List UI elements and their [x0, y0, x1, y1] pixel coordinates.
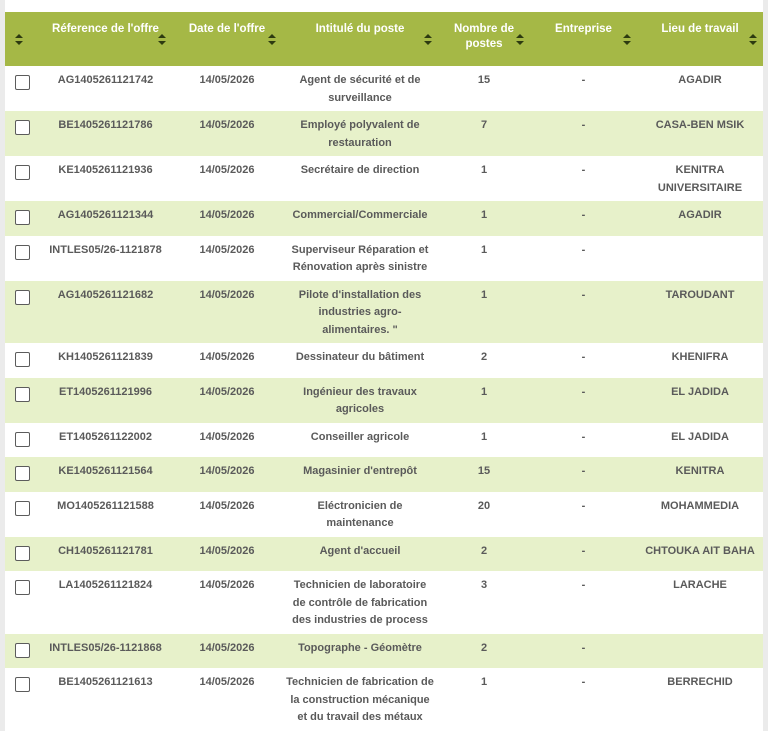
column-header-company[interactable] — [530, 12, 637, 66]
cell-ref: CH1405261121781 — [58, 544, 153, 557]
row-select-cell — [5, 423, 39, 458]
cell-location: TAROUDANT — [665, 288, 735, 301]
column-header-title[interactable] — [282, 12, 438, 66]
cell-company: - — [581, 465, 586, 477]
cell-count: 1 — [480, 430, 488, 443]
row-checkbox[interactable] — [15, 290, 30, 305]
cell-date: 14/05/2026 — [199, 209, 255, 221]
table-row — [5, 201, 763, 236]
cell-ref: ET1405261121996 — [59, 385, 152, 398]
cell-location: EL JADIDA — [671, 385, 729, 398]
cell-company: - — [581, 430, 586, 443]
row-checkbox[interactable] — [15, 387, 30, 402]
cell-title: Ingénieur des travaux agricoles — [303, 385, 417, 415]
cell-title: Agent d'accueil — [319, 544, 401, 557]
row-checkbox[interactable] — [15, 352, 30, 367]
cell-count: 1 — [480, 385, 488, 398]
table-body — [5, 66, 763, 731]
table-row — [5, 492, 763, 537]
cell-ref: KE1405261121564 — [58, 465, 153, 477]
cell-location: AGADIR — [678, 74, 722, 86]
cell-count: 1 — [480, 209, 488, 221]
row-checkbox[interactable] — [15, 245, 30, 260]
row-checkbox[interactable] — [15, 210, 30, 225]
cell-count: 20 — [477, 499, 491, 512]
cell-company: - — [581, 164, 586, 176]
cell-date: 14/05/2026 — [199, 579, 255, 591]
cell-date: 14/05/2026 — [199, 243, 255, 256]
cell-location: CHTOUKA AIT BAHA — [645, 544, 755, 557]
cell-date: 14/05/2026 — [199, 385, 255, 398]
sort-icon[interactable] — [15, 34, 23, 45]
cell-location: EL JADIDA — [671, 430, 729, 443]
cell-title: Topographe - Géomètre — [298, 641, 422, 654]
row-select-cell — [5, 492, 39, 537]
row-checkbox[interactable] — [15, 546, 30, 561]
cell-location: LARACHE — [673, 579, 727, 591]
column-header-ref[interactable] — [39, 12, 172, 66]
cell-location: KENITRA — [675, 465, 725, 477]
row-select-cell — [5, 111, 39, 156]
cell-ref: LA1405261121824 — [58, 579, 153, 591]
cell-location: CASA-BEN MSIK — [655, 119, 745, 131]
job-offers-table — [5, 12, 763, 731]
row-select-cell — [5, 537, 39, 572]
cell-title: Secrétaire de direction — [300, 164, 420, 176]
cell-location: AGADIR — [678, 209, 722, 221]
cell-title: Eléctronicien de maintenance — [317, 499, 403, 529]
sort-icon[interactable] — [158, 34, 166, 45]
table-header — [5, 12, 763, 66]
cell-title: Technicien de laboratoire de contrôle de fabrication des industries de process — [292, 579, 428, 626]
table-row — [5, 66, 763, 111]
column-header-date[interactable] — [172, 12, 282, 66]
cell-company: - — [581, 288, 586, 301]
cell-title: Technicien de fabrication de la construction mécanique et du travail des métaux — [286, 676, 434, 723]
header-row — [5, 12, 763, 66]
cell-title: Pilote d'installation des industries agro-alimentaires. " — [298, 288, 422, 336]
cell-date: 14/05/2026 — [199, 288, 255, 301]
cell-ref: INTLES05/26-1121878 — [49, 243, 162, 256]
cell-count: 3 — [480, 579, 488, 591]
cell-date: 14/05/2026 — [199, 544, 255, 557]
row-checkbox[interactable] — [15, 501, 30, 516]
cell-company: - — [581, 243, 586, 256]
cell-company: - — [581, 499, 586, 512]
column-header-date-label: Date de l'offre — [188, 23, 266, 35]
row-checkbox[interactable] — [15, 677, 30, 692]
cell-company: - — [581, 579, 586, 591]
column-header-title-label: Intitulé du poste — [315, 23, 405, 35]
row-select-cell — [5, 378, 39, 423]
cell-date: 14/05/2026 — [199, 119, 255, 131]
table-row — [5, 343, 763, 378]
row-checkbox[interactable] — [15, 75, 30, 90]
cell-title: Magasinier d'entrepôt — [303, 465, 417, 477]
cell-date: 14/05/2026 — [199, 641, 255, 654]
cell-count: 1 — [480, 288, 488, 301]
cell-count: 7 — [480, 119, 488, 131]
cell-title: Agent de sécurité et de surveillance — [299, 74, 421, 104]
row-select-cell — [5, 281, 39, 344]
cell-ref: KH1405261121839 — [58, 351, 153, 363]
column-header-location[interactable] — [637, 12, 763, 66]
cell-ref: AG1405261121344 — [57, 209, 154, 221]
cell-title: Superviseur Réparation et Rénovation après sinistre — [291, 243, 429, 273]
cell-count: 15 — [477, 74, 491, 86]
sort-icon[interactable] — [424, 34, 432, 45]
table-row — [5, 571, 763, 634]
table-row — [5, 281, 763, 344]
cell-ref: KE1405261121936 — [58, 164, 153, 176]
column-header-company-label: Entreprise — [555, 23, 612, 35]
cell-ref: AG1405261121742 — [57, 74, 154, 86]
row-checkbox[interactable] — [15, 466, 30, 481]
table-row — [5, 634, 763, 669]
job-offers-table-container — [5, 12, 763, 731]
cell-title: Dessinateur du bâtiment — [295, 351, 425, 363]
cell-ref: AG1405261121682 — [57, 288, 154, 301]
cell-date: 14/05/2026 — [199, 465, 255, 477]
cell-company: - — [581, 209, 586, 221]
select-column-header[interactable] — [5, 12, 39, 66]
row-select-cell — [5, 634, 39, 669]
cell-count: 1 — [480, 243, 488, 256]
column-header-ref-label: Réference de l'offre — [52, 23, 159, 35]
column-header-count[interactable] — [438, 12, 530, 66]
row-checkbox[interactable] — [15, 643, 30, 658]
table-row — [5, 537, 763, 572]
row-checkbox[interactable] — [15, 580, 30, 595]
cell-location: BERRECHID — [667, 676, 733, 688]
cell-date: 14/05/2026 — [199, 351, 255, 363]
cell-location: KENITRA UNIVERSITAIRE — [657, 164, 743, 194]
sort-icon[interactable] — [623, 34, 631, 45]
cell-date: 14/05/2026 — [199, 74, 255, 86]
row-select-cell — [5, 571, 39, 634]
cell-company: - — [581, 351, 586, 363]
table-row — [5, 668, 763, 731]
cell-count: 2 — [480, 351, 488, 363]
row-select-cell — [5, 201, 39, 236]
cell-ref: BE1405261121613 — [58, 676, 153, 688]
table-top-bar — [5, 0, 763, 12]
cell-location — [637, 634, 763, 669]
cell-ref: MO1405261121588 — [57, 499, 154, 512]
table-row — [5, 236, 763, 281]
cell-title: Commercial/Commerciale — [292, 209, 428, 221]
cell-location: KHENIFRA — [671, 351, 729, 363]
cell-count: 1 — [480, 676, 488, 688]
cell-company: - — [581, 676, 586, 688]
cell-ref: INTLES05/26-1121868 — [49, 641, 162, 654]
sort-icon[interactable] — [516, 34, 524, 45]
row-select-cell — [5, 236, 39, 281]
cell-ref: BE1405261121786 — [58, 119, 153, 131]
table-row — [5, 156, 763, 201]
table-row — [5, 457, 763, 492]
cell-title: Employé polyvalent de restauration — [300, 119, 420, 149]
cell-title: Conseiller agricole — [310, 430, 410, 443]
column-header-count-label: Nombre de postes — [453, 23, 515, 50]
cell-count: 2 — [480, 544, 488, 557]
column-header-location-label: Lieu de travail — [661, 23, 739, 35]
table-row — [5, 111, 763, 156]
cell-company: - — [581, 119, 586, 131]
row-select-cell — [5, 66, 39, 111]
row-checkbox[interactable] — [15, 165, 30, 180]
cell-date: 14/05/2026 — [199, 676, 255, 688]
row-checkbox[interactable] — [15, 432, 30, 447]
table-row — [5, 378, 763, 423]
cell-count: 1 — [480, 164, 488, 176]
table-row — [5, 423, 763, 458]
row-checkbox[interactable] — [15, 120, 30, 135]
cell-date: 14/05/2026 — [199, 164, 255, 176]
sort-icon[interactable] — [749, 34, 757, 45]
cell-location — [637, 236, 763, 281]
cell-ref: ET1405261122002 — [59, 430, 152, 443]
cell-location: MOHAMMEDIA — [660, 499, 740, 512]
cell-company: - — [581, 544, 586, 557]
cell-date: 14/05/2026 — [199, 430, 255, 443]
cell-count: 2 — [480, 641, 488, 654]
cell-company: - — [581, 385, 586, 398]
row-select-cell — [5, 668, 39, 731]
sort-icon[interactable] — [268, 34, 276, 45]
row-select-cell — [5, 457, 39, 492]
cell-company: - — [581, 74, 586, 86]
cell-count: 15 — [477, 465, 491, 477]
cell-company: - — [581, 641, 586, 654]
row-select-cell — [5, 343, 39, 378]
row-select-cell — [5, 156, 39, 201]
cell-date: 14/05/2026 — [199, 499, 255, 512]
